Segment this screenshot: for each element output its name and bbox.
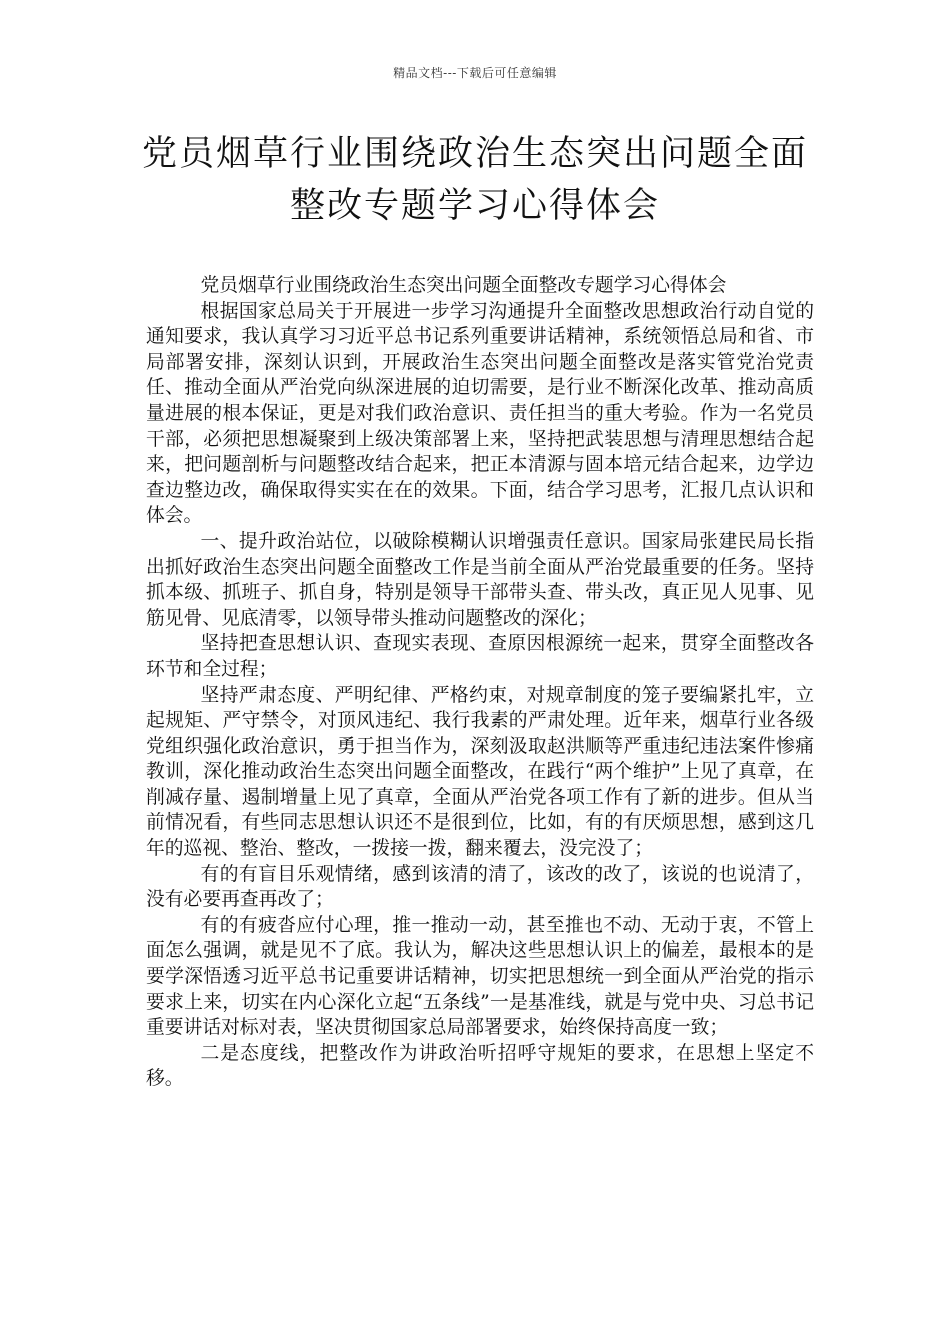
body-paragraph: 根据国家总局关于开展进一步学习沟通提升全面整改思想政治行动自觉的通知要求，我认真学习习近平总书记系列重要讲话精神，系统领悟总局和省、市局部署安排，深刻认识到，开展政治生态突出问题全面整改是落实管党治党责任、推动全面从严治党向纵深进展的迫切需要，是行业不断深化改革、推动高质量进展的根本保证，更是对我们政治意识、责任担当的重大考验。作为一名党员干部，必须把思想凝聚到上级决策部署上来，坚持把武装思想与清理思想结合起来，把问题剖析与问题整改结合起来，把正本清源与固本培元结合起来，边学边查边整边改，确保取得实实在在的效果。下面，结合学习思考，汇报几点认识和体会。 (146, 300, 814, 527)
body-paragraph: 有的有盲目乐观情绪，感到该清的清了，该改的改了，该说的也说清了，没有必要再查再改了； (146, 863, 814, 911)
body-paragraph: 二是态度线，把整改作为讲政治听招呼守规矩的要求，在思想上坚定不移。 (146, 1042, 814, 1090)
body-paragraph: 有的有疲沓应付心理，推一推动一动，甚至推也不动、无动于衷，不管上面怎么强调，就是见不了底。我认为，解决这些思想认识上的偏差，最根本的是要学深悟透习近平总书记重要讲话精神，切实把思想统一到全面从严治党的指示要求上来，切实在内心深化立起“五条线”一是基准线，就是与党中央、习总书记重要讲话对标对表，坚决贯彻国家总局部署要求，始终保持高度一致； (146, 914, 814, 1039)
body-paragraph: 坚持把查思想认识、查现实表现、查原因根源统一起来，贯穿全面整改各环节和全过程； (146, 633, 814, 680)
body-paragraph: 党员烟草行业围绕政治生态突出问题全面整改专题学习心得体会 (200, 275, 727, 296)
document-body (146, 273, 814, 1092)
title-line-1: 党员烟草行业围绕政治生态突出问题全面 (141, 134, 808, 174)
document-title (100, 128, 850, 232)
title-line-2: 整改专题学习心得体会 (289, 186, 660, 226)
body-paragraph: 坚持严肃态度、严明纪律、严格约束，对规章制度的笼子要编紧扎牢，立起规矩、严守禁令，对顶风违纪、我行我素的严肃处理。近年来，烟草行业各级党组织强化政治意识，勇于担当作为，深刻汲取赵洪顺等严重违纪违法案件惨痛教训，深化推动政治生态突出问题全面整改，在践行“两个维护”上见了真章，在削减存量、遏制增量上见了真章，全面从严治党各项工作有了新的进步。但从当前情况看，有些同志思想认识还不是很到位，比如，有的有厌烦思想，感到这几年的巡视、整治、整改，一拨接一拨，翻来覆去，没完没了； (146, 684, 814, 860)
body-paragraph: 一、提升政治站位，以破除模糊认识增强责任意识。国家局张建民局长指出抓好政治生态突出问题全面整改工作是当前全面从严治党最重要的任务。坚持抓本级、抓班子、抓自身，特别是领导干部带头查、带头改，真正见人见事、见筋见骨、见底清零，以领导带头推动问题整改的深化； (146, 530, 814, 629)
header-note: 精品文档---下载后可任意编辑 (393, 66, 557, 80)
